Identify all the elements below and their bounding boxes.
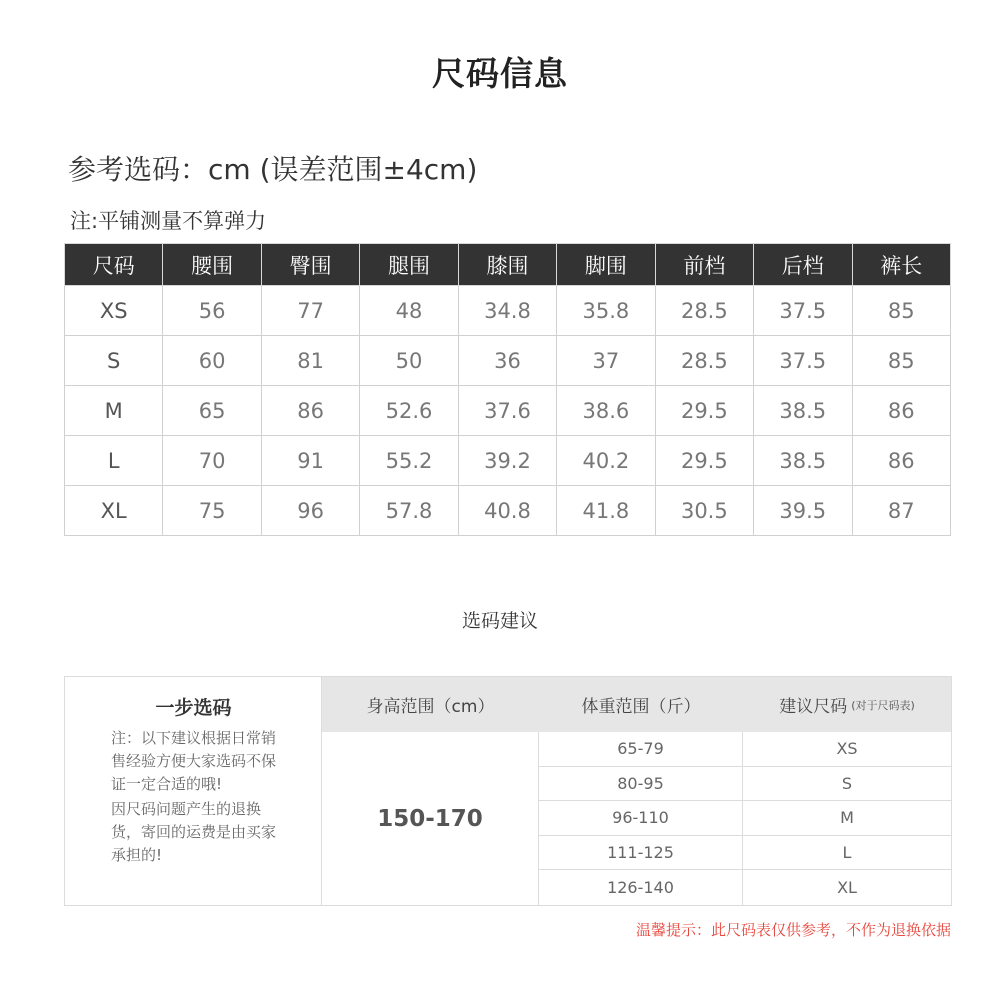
recommendation-row [539,732,951,767]
value-cell: 86 [852,386,951,436]
size-header-label: 建议尺码 [779,697,848,717]
value-cell: 37.5 [754,336,852,386]
one-step-panel [65,677,322,905]
value-cell: 36 [458,336,556,386]
table-row [65,436,951,486]
weight-header-label: 体重范围（斤） [581,697,701,717]
value-cell: 28.5 [655,336,753,386]
reference-line: 参考选码：cm (误差范围±4cm) [68,153,478,186]
value-cell: 91 [261,436,359,486]
height-header-label: 身高范围（cm） [366,697,495,717]
value-cell: 29.5 [655,436,753,486]
value-cell: 40.2 [557,436,655,486]
value-cell: 39.5 [754,486,852,536]
value-cell: 85 [852,286,951,336]
value-cell: 56 [163,286,261,336]
value-cell: 87 [852,486,951,536]
header-cell: 腿围 [360,244,458,286]
value-cell: 38.5 [754,436,852,486]
size-column-header [743,677,951,732]
warning-note: 温馨提示：此尺码表仅供参考，不作为退换依据 [635,921,951,939]
value-cell: 37 [557,336,655,386]
value-cell: 35.8 [557,286,655,336]
value-cell: 50 [360,336,458,386]
value-cell: 55.2 [360,436,458,486]
recommendation-box [64,676,952,906]
header-cell: 后档 [754,244,852,286]
weight-column-header [539,677,743,732]
value-cell: 52.6 [360,386,458,436]
table-row [65,286,951,336]
suggested-size-cell: M [840,808,854,828]
value-cell: 75 [163,486,261,536]
value-cell: 70 [163,436,261,486]
suggested-size-cell: XL [837,878,857,898]
size-cell: XL [65,486,163,536]
table-row [65,336,951,386]
height-range-value: 150-170 [322,732,539,905]
value-cell: 37.6 [458,386,556,436]
header-cell: 裤长 [852,244,951,286]
value-cell: 41.8 [557,486,655,536]
value-cell: 57.8 [360,486,458,536]
weight-cell: 80-95 [539,767,743,801]
weight-cell: 126-140 [539,870,743,905]
return-note: 因尺码问题产生的退换货，寄回的运费是由买家承担的! [111,800,277,864]
suggestion-title: 选码建议 [461,610,538,632]
height-column-header [322,677,539,732]
recommendation-rows [539,732,951,905]
table-row [65,386,951,436]
one-step-heading: 一步选码 [155,697,232,719]
header-cell: 臀围 [261,244,359,286]
recommendation-row [539,870,951,905]
value-cell: 39.2 [458,436,556,486]
value-cell: 65 [163,386,261,436]
value-cell: 60 [163,336,261,386]
header-cell: 膝围 [458,244,556,286]
size-cell: S [65,336,163,386]
size-table [64,243,951,536]
value-cell: 38.5 [754,386,852,436]
value-cell: 86 [852,436,951,486]
measure-note: 注:平铺测量不算弹力 [70,209,267,233]
weight-cell: 65-79 [539,732,743,766]
size-cell: M [65,386,163,436]
recommendation-row [539,801,951,836]
value-cell: 85 [852,336,951,386]
value-cell: 77 [261,286,359,336]
value-cell: 81 [261,336,359,386]
header-cell: 尺码 [65,244,163,286]
table-row [65,486,951,536]
weight-cell: 96-110 [539,801,743,835]
header-cell: 脚围 [557,244,655,286]
page-title: 尺码信息 [432,54,568,93]
value-cell: 38.6 [557,386,655,436]
size-cell: L [65,436,163,486]
value-cell: 37.5 [754,286,852,336]
suggested-size-cell: XS [836,739,858,759]
size-cell: XS [65,286,163,336]
value-cell: 28.5 [655,286,753,336]
value-cell: 30.5 [655,486,753,536]
value-cell: 40.8 [458,486,556,536]
recommendation-row [539,836,951,871]
suggestion-note: 注：以下建议根据日常销售经验方便大家选码不保证一定合适的哦! [111,729,277,793]
header-cell: 腰围 [163,244,261,286]
weight-cell: 111-125 [539,836,743,870]
size-header-note: (对于尺码表) [851,698,915,712]
value-cell: 48 [360,286,458,336]
value-cell: 96 [261,486,359,536]
value-cell: 34.8 [458,286,556,336]
suggested-size-cell: L [842,843,852,863]
recommendation-row [539,767,951,802]
size-table-header [65,244,951,286]
suggested-size-cell: S [841,773,853,793]
value-cell: 29.5 [655,386,753,436]
header-cell: 前档 [655,244,753,286]
value-cell: 86 [261,386,359,436]
